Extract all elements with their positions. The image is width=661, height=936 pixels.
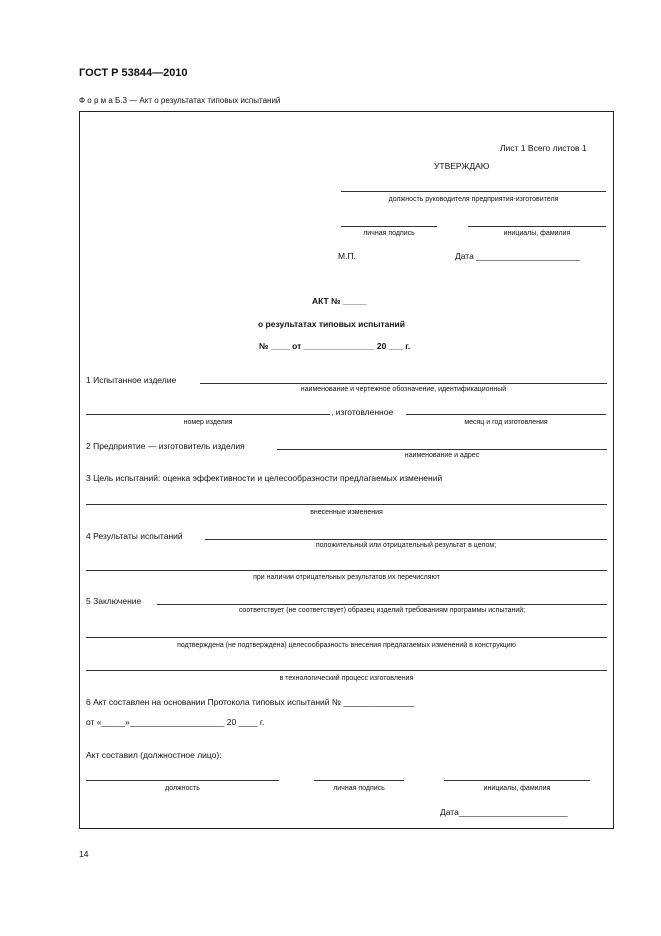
compiled-label: Акт составил (должностное лицо): [86, 750, 222, 760]
document-title: ГОСТ Р 53844—2010 [79, 67, 188, 79]
item6-label[interactable]: 6 Акт составлен на основании Протокола типовых испытаний № _______________ [86, 697, 415, 707]
page-number: 14 [79, 849, 89, 859]
compiled-signature-caption: личная подпись [333, 785, 385, 792]
item4-caption2: при наличии отрицательных результатов их перечисляют [253, 574, 440, 581]
item2-label: 2 Предприятие — изготовитель изделия [86, 441, 245, 451]
item3-caption: внесенные изменения [310, 509, 383, 516]
compiled-name-line[interactable] [444, 780, 590, 781]
item5-caption3: в технологический процесс изготовления [279, 675, 414, 682]
item-number-caption: номер изделия [183, 419, 233, 426]
item3-label: 3 Цель испытаний: оценка эффективности и целесообразности предлагаемых изменений [86, 473, 443, 483]
form-caption: Ф о р м а Б.3 — Акт о результатах типовых испытаний [79, 96, 281, 105]
compiled-name-caption: инициалы, фамилия [483, 785, 551, 792]
item4-line2[interactable] [86, 570, 607, 571]
item1-caption: наименование и чертежное обозначение, идентификационный [300, 386, 507, 393]
compiled-signature-line[interactable] [314, 780, 404, 781]
item5-line[interactable] [157, 604, 607, 605]
position-line[interactable] [341, 191, 606, 192]
item1-line[interactable] [200, 383, 607, 384]
act-subtitle: о результатах типовых испытаний [258, 319, 405, 329]
item-number-line[interactable] [86, 414, 330, 415]
signature-line[interactable] [341, 226, 437, 227]
sheet-info: Лист 1 Всего листов 1 [500, 143, 587, 153]
item4-caption1: положительный или отрицательный результат в целом; [315, 542, 497, 549]
item2-line[interactable] [277, 449, 607, 450]
approve-date[interactable]: Дата ______________________ [455, 251, 581, 261]
name-caption: инициалы, фамилия [503, 230, 571, 237]
compiled-date[interactable]: Дата_______________________ [440, 807, 568, 817]
signature-caption: личная подпись [363, 230, 415, 237]
approve-title: УТВЕРЖДАЮ [434, 161, 490, 171]
name-line[interactable] [468, 226, 606, 227]
month-line[interactable] [406, 414, 606, 415]
act-number-date[interactable]: № ____ от _______________ 20 ___ г. [259, 341, 411, 351]
item5-line2[interactable] [86, 637, 607, 638]
item5-caption2: подтверждена (не подтверждена) целесообразность внесения предлагаемых изменений в конструкцию [177, 642, 516, 649]
compiled-position-caption: должность [165, 785, 200, 792]
item2-caption: наименование и адрес [404, 452, 480, 459]
compiled-position-line[interactable] [86, 780, 279, 781]
item1-label: 1 Испытанное изделие [86, 375, 177, 385]
made-label: , изготовленное [331, 407, 394, 417]
item5-caption1: соответствует (не соответствует) образец изделий требованиям программы испытаний; [238, 607, 526, 614]
item5-line3[interactable] [86, 670, 607, 671]
item3-line[interactable] [86, 504, 607, 505]
item5-label: 5 Заключение [86, 596, 142, 606]
item4-label: 4 Результаты испытаний [86, 531, 183, 541]
stamp-label: М.П. [338, 251, 356, 261]
item4-line[interactable] [205, 539, 607, 540]
act-title: АКТ № _____ [312, 296, 367, 306]
position-caption: должность руководителя предприятия-изготовителя [388, 196, 559, 203]
month-caption: месяц и год изготовления [464, 419, 548, 426]
item6-date[interactable]: от «_____»____________________ 20 ____ г. [86, 717, 265, 727]
